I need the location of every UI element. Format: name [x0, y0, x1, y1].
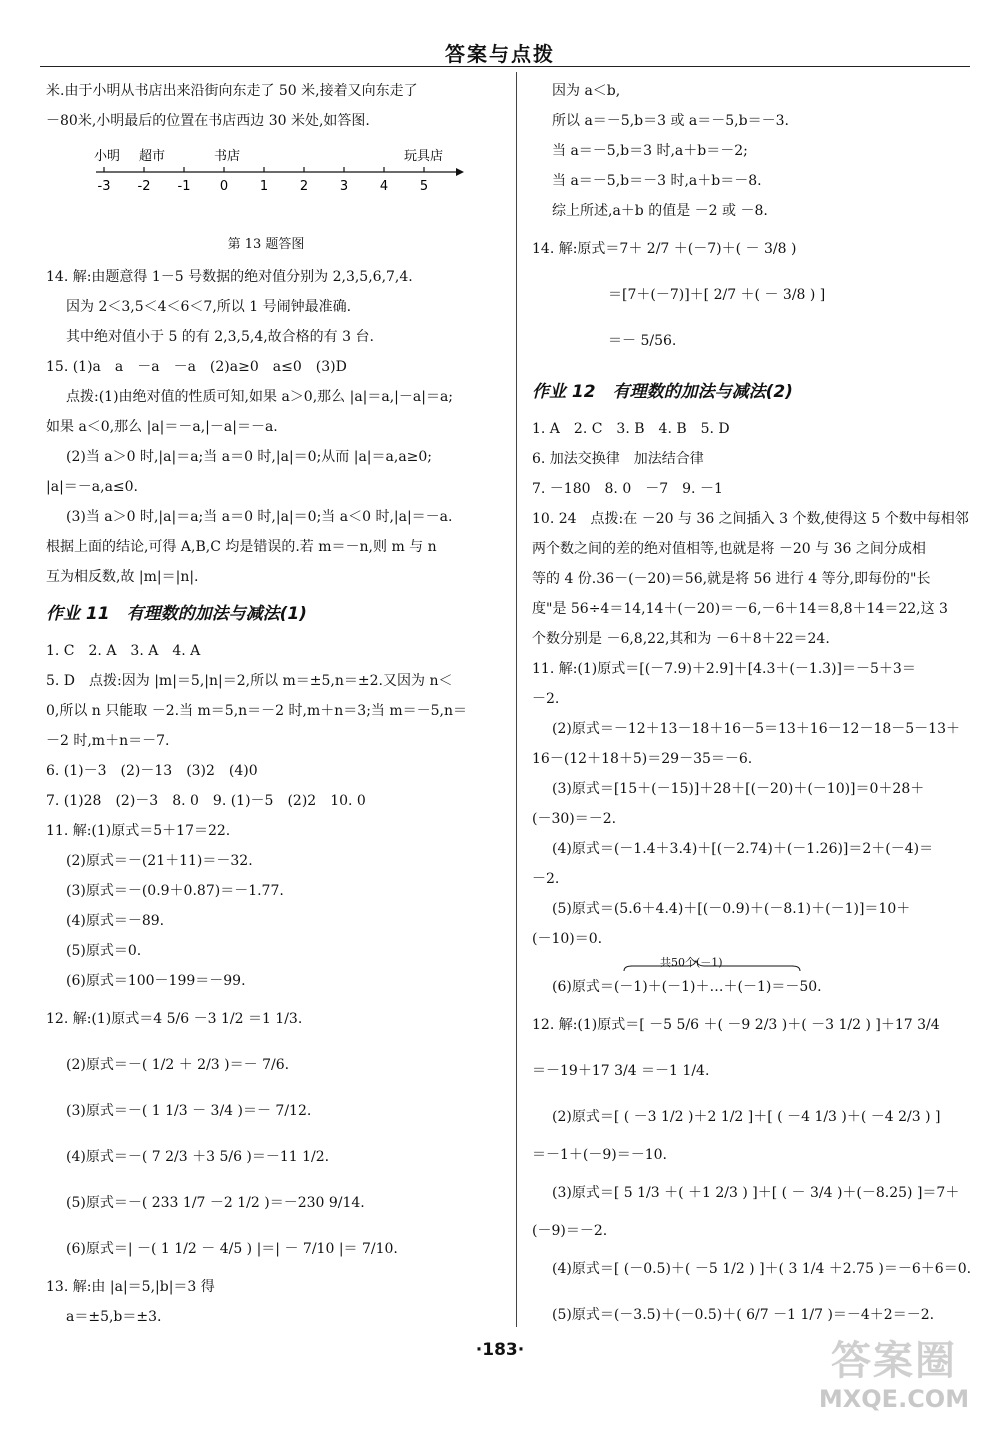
text-line: 16－(12＋18＋5)＝29－35＝－6.: [532, 751, 753, 767]
text-line: (5)原式＝0.: [66, 943, 142, 959]
tick-label: -1: [177, 179, 191, 194]
text-line: 15. (1)a a －a －a (2)a≥0 a≤0 (3)D: [46, 359, 347, 375]
text-line: |a|＝－a,a≤0.: [46, 479, 139, 495]
tick-label: 0: [219, 179, 229, 194]
number-line-figure: [46, 136, 504, 228]
text-line: 如果 a＜0,那么 |a|＝－a,|－a|＝－a.: [46, 419, 278, 435]
overbrace-svg: [532, 958, 972, 972]
section-title-12: 作业 12 有理数的加法与减法(2): [532, 382, 793, 402]
tick-label: 5: [419, 179, 429, 194]
text-line: ＝－1＋(－9)＝－10.: [532, 1147, 668, 1163]
tick-label: 1: [259, 179, 269, 194]
text-line: 13. 解:由 |a|＝5,|b|＝3 得: [46, 1279, 215, 1295]
left-column: [46, 76, 504, 1332]
text-line: 1. C 2. A 3. A 4. A: [46, 643, 201, 659]
text-line: ＝－19＋17 3/4 ＝－1 1/4.: [532, 1063, 710, 1079]
header-title: 答案与点拨: [445, 42, 555, 66]
text-line: －2.: [532, 691, 560, 707]
watermark: [814, 1338, 974, 1420]
text-line: (6)原式＝| －( 1 1/2 － 4/5 ) |＝| － 7/10 |＝ 7/10.: [66, 1241, 398, 1257]
text-line: 所以 a＝－5,b＝3 或 a＝－5,b＝－3.: [552, 113, 789, 129]
text-line: 7. －180 8. 0 －7 9. －1: [532, 481, 723, 497]
text-line: 因为 2＜3,5＜4＜6＜7,所以 1 号闹钟最准确.: [66, 299, 352, 315]
text-line: －2.: [532, 871, 560, 887]
page-header: [0, 0, 1000, 70]
text-line: (－9)＝－2.: [532, 1223, 608, 1239]
tick-label: 2: [299, 179, 309, 194]
text-line: 其中绝对值小于 5 的有 2,3,5,4,故合格的有 3 台.: [66, 329, 374, 345]
text-line: (2)原式＝[ ( －3 1/2 )＋2 1/2 ]＋[ ( －4 1/3 )＋( －4 2/3 ) ]: [552, 1109, 941, 1125]
text-line: 综上所述,a＋b 的值是 －2 或 －8.: [552, 203, 768, 219]
label-supermarket: 超市: [139, 149, 166, 164]
text-line: (2)原式＝－(21＋11)＝－32.: [66, 853, 253, 869]
text-line: 10. 24 点拨:在 －20 与 36 之间插入 3 个数,使得这 5 个数中每相邻: [532, 511, 969, 527]
text-line: (2)原式＝－( 1/2 ＋ 2/3 )＝－ 7/6.: [66, 1057, 290, 1073]
tick-label: -3: [97, 179, 111, 194]
label-toystore: 玩具店: [404, 149, 444, 164]
text-line: 当 a＝－5,b＝－3 时,a＋b＝－8.: [552, 173, 762, 189]
text-line: －2 时,m＋n＝－7.: [46, 733, 170, 749]
text-line: 6. (1)－3 (2)－13 (3)2 (4)0: [46, 763, 258, 779]
text-line: 米.由于小明从书店出来沿街向东走了 50 米,接着又向东走了: [46, 83, 418, 99]
header-rule: [40, 66, 970, 67]
text-line: (3)原式＝－(0.9＋0.87)＝－1.77.: [66, 883, 284, 899]
text-line: 1. A 2. C 3. B 4. B 5. D: [532, 421, 730, 437]
text-line: ＝－ 5/56.: [608, 333, 677, 349]
text-line: (4)原式＝－( 7 2/3 ＋3 5/6 )＝－11 1/2.: [66, 1149, 330, 1165]
overbrace: [624, 961, 800, 971]
text-line: (2)当 a＞0 时,|a|＝a;当 a＝0 时,|a|＝0;从而 |a|＝a,a≥0;: [66, 449, 433, 465]
section-title-11: 作业 11 有理数的加法与减法(1): [46, 604, 307, 624]
text-line: 个数分别是 －6,8,22,其和为 －6＋8＋22＝24.: [532, 631, 830, 647]
number-line-svg: [46, 136, 486, 228]
text-line: (－30)＝－2.: [532, 811, 617, 827]
column-divider: [516, 72, 517, 1327]
tick-label: 4: [379, 179, 389, 194]
axis-arrow: [456, 168, 464, 176]
text-line: 当 a＝－5,b＝3 时,a＋b＝－2;: [552, 143, 748, 159]
text-line: (－10)＝0.: [532, 931, 603, 947]
brace-annotation: [532, 958, 972, 972]
text-line: 12. 解:(1)原式＝4 5/6 －3 1/2 ＝1 1/3.: [46, 1011, 303, 1027]
text-line: (5)原式＝－( 233 1/7 －2 1/2 )＝－230 9/14.: [66, 1195, 365, 1211]
label-bookstore: 书店: [214, 149, 241, 164]
text-line: 两个数之间的差的绝对值相等,也就是将 －20 与 36 之间分成相: [532, 541, 926, 557]
text-line: (6)原式＝100－199＝－99.: [66, 973, 246, 989]
text-line: 点拨:(1)由绝对值的性质可知,如果 a＞0,那么 |a|＝a,|－a|＝a;: [66, 389, 454, 405]
text-line: (2)原式＝－12＋13－18＋16－5＝13＋16－12－18－5－13＋: [552, 721, 960, 737]
text-line: (6)原式＝(－1)＋(－1)＋…＋(－1)＝－50.: [552, 979, 822, 995]
text-line: (3)原式＝－( 1 1/3 － 3/4 )＝－ 7/12.: [66, 1103, 312, 1119]
text-line: (3)原式＝[15＋(－15)]＋28＋[(－20)＋(－10)]＝0＋28＋: [552, 781, 925, 797]
text-line: a＝±5,b＝±3.: [66, 1309, 162, 1325]
text-line: (4)原式＝－89.: [66, 913, 165, 929]
brace-label: 共50个(－1): [660, 956, 723, 969]
text-line: －80米,小明最后的位置在书店西边 30 米处,如答图.: [46, 113, 370, 129]
text-line: 根据上面的结论,可得 A,B,C 均是错误的.若 m＝－n,则 m 与 n: [46, 539, 437, 555]
text-line: (5)原式＝(5.6＋4.4)＋[(－0.9)＋(－8.1)＋(－1)]＝10＋: [552, 901, 911, 917]
text-line: 因为 a＜b,: [552, 83, 621, 99]
text-line: (5)原式＝(－3.5)＋(－0.5)＋( 6/7 －1 1/7 )＝－4＋2＝－2.: [552, 1307, 935, 1323]
text-line: (3)原式＝[ 5 1/3 ＋( ＋1 2/3 ) ]＋[ ( － 3/4 )＋(－8.25) ]＝7＋: [552, 1185, 960, 1201]
text-line: 14. 解:原式＝7＋ 2/7 ＋(－7)＋( － 3/8 ): [532, 241, 797, 257]
tick-label: 3: [339, 179, 349, 194]
text-line: ＝[7＋(－7)]＋[ 2/7 ＋( － 3/8 ) ]: [608, 287, 826, 303]
text-line: 14. 解:由题意得 1－5 号数据的绝对值分别为 2,3,5,6,7,4.: [46, 269, 413, 285]
page-number: ·183·: [475, 1340, 525, 1360]
text-line: 互为相反数,故 |m|＝|n|.: [46, 569, 199, 585]
watermark-site-text: MXQE.COM: [818, 1385, 970, 1413]
text-line: 11. 解:(1)原式＝5＋17＝22.: [46, 823, 231, 839]
text-line: 度"是 56÷4＝14,14＋(－20)＝－6,－6＋14＝8,8＋14＝22,这 3: [532, 601, 948, 617]
text-line: 7. (1)28 (2)－3 8. 0 9. (1)－5 (2)2 10. 0: [46, 793, 366, 809]
text-line: 11. 解:(1)原式＝[(－7.9)＋2.9]＋[4.3＋(－1.3)]＝－5＋3＝: [532, 661, 916, 677]
watermark-logo-text: 答案圈: [831, 1338, 957, 1384]
text-line: 12. 解:(1)原式＝[ －5 5/6 ＋( －9 2/3 )＋( －3 1/2 ) ]＋17 3/4: [532, 1017, 940, 1033]
text-line: (3)当 a＞0 时,|a|＝a;当 a＝0 时,|a|＝0;当 a＜0 时,|a|＝－a.: [66, 509, 453, 525]
label-xiaoming: 小明: [94, 149, 121, 164]
text-line: 等的 4 份.36－(－20)＝56,就是将 56 进行 4 等分,即每份的"长: [532, 571, 931, 587]
text-line: 0,所以 n 只能取 －2.当 m＝5,n＝－2 时,m＋n＝3;当 m＝－5,n＝: [46, 703, 468, 719]
text-line: 5. D 点拨:因为 |m|＝5,|n|＝2,所以 m＝±5,n＝±2.又因为 n＜: [46, 673, 453, 689]
right-column: [532, 76, 972, 1338]
text-line: 6. 加法交换律 加法结合律: [532, 451, 704, 467]
figure-caption: 第 13 题答图: [227, 237, 305, 252]
text-line: (4)原式＝(－1.4＋3.4)＋[(－2.74)＋(－1.26)]＝2＋(－4)＝: [552, 841, 934, 857]
tick-label: -2: [137, 179, 151, 194]
text-line: (4)原式＝[ (－0.5)＋( －5 1/2 ) ]＋( 3 1/4 ＋2.75 )＝－6＋6＝0.: [552, 1261, 972, 1277]
